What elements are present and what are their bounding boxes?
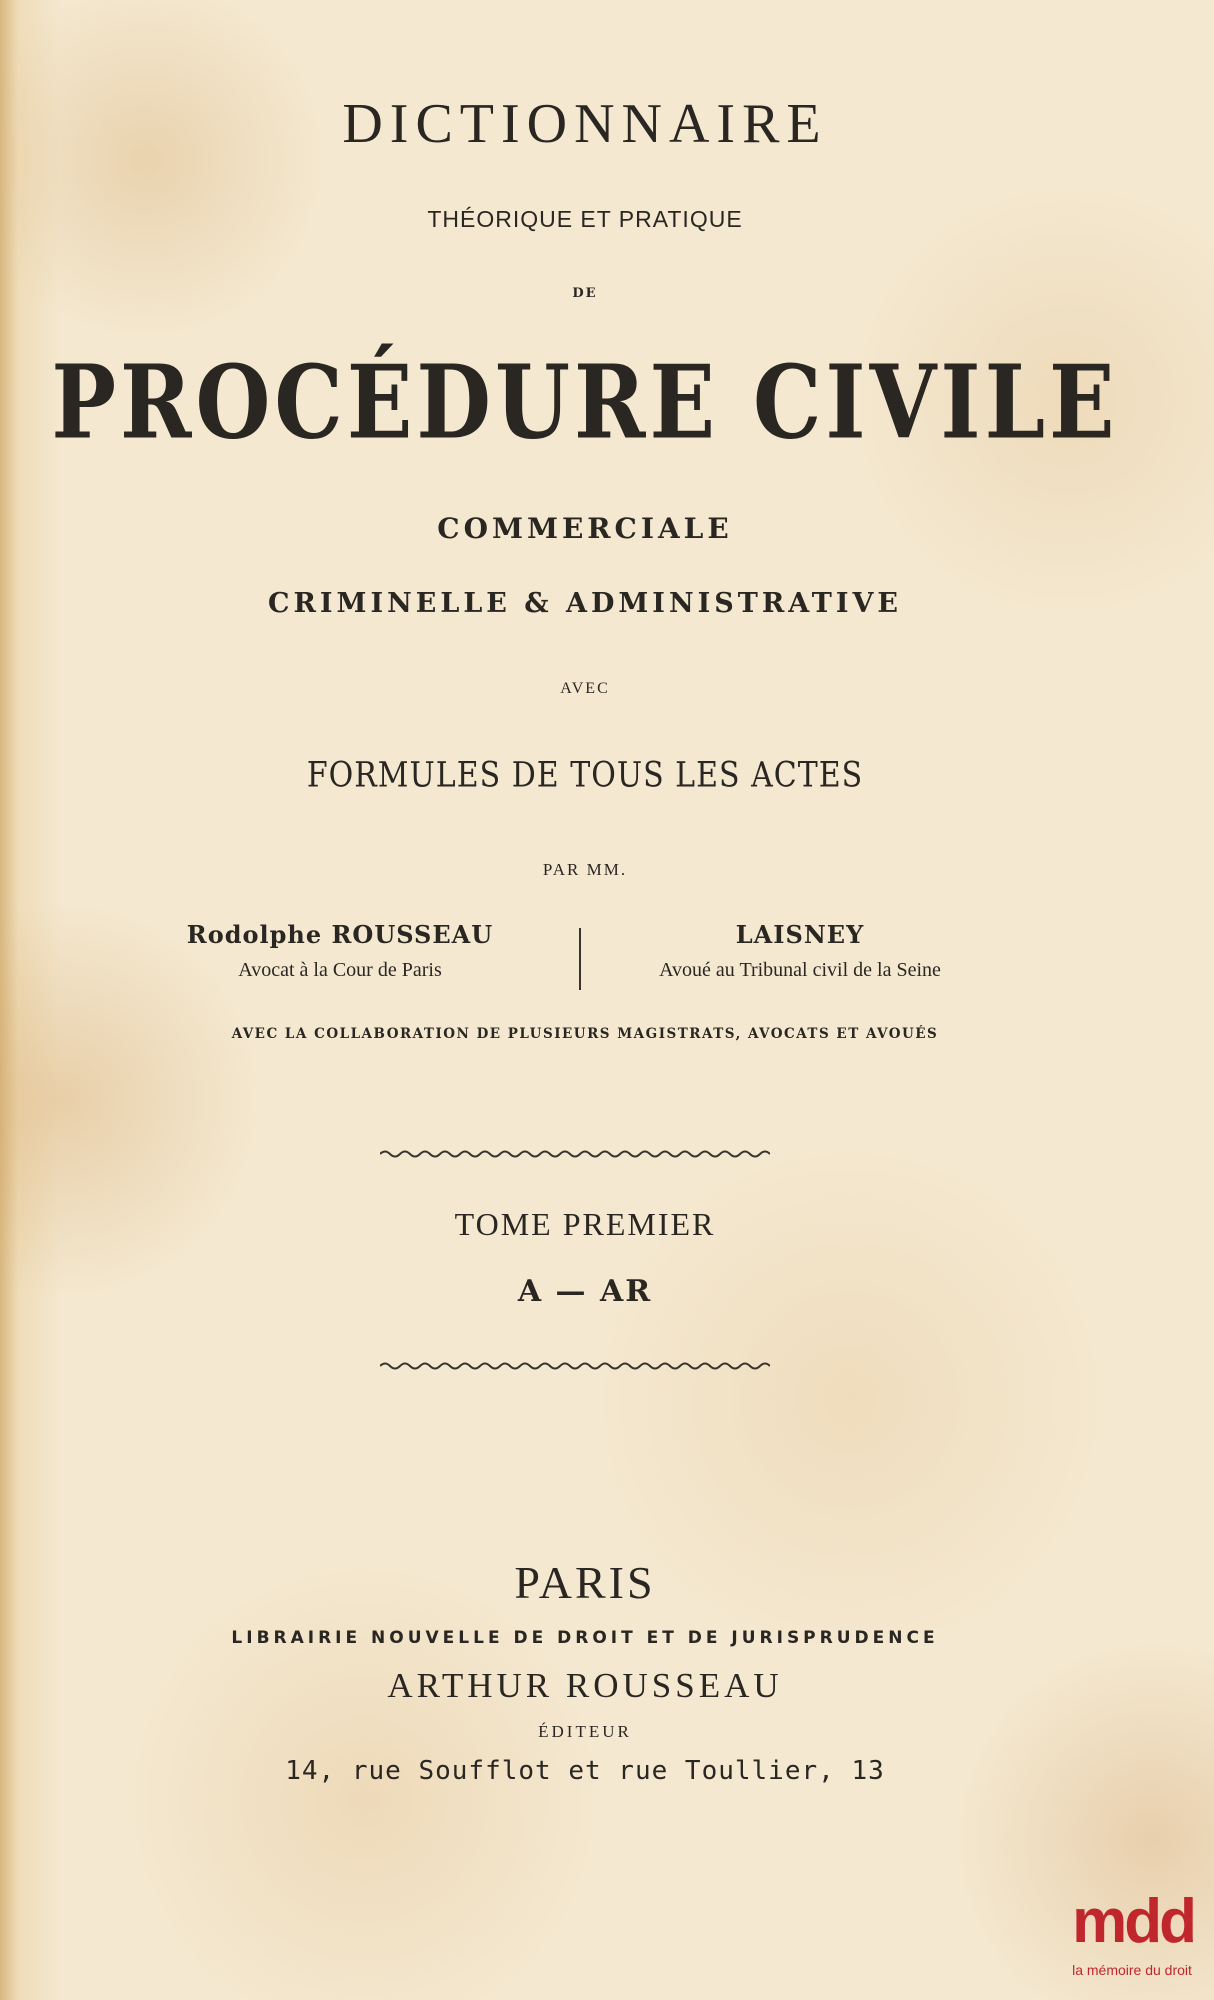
author-role: Avoué au Tribunal civil de la Seine — [659, 959, 941, 981]
subtitle-formules: FORMULES DE TOUS LES ACTES — [306, 755, 864, 796]
logo-tagline: la mémoire du droit — [1072, 1962, 1192, 1978]
heading-dictionnaire: DICTIONNAIRE — [342, 93, 828, 155]
author-role: Avocat à la Cour de Paris — [238, 959, 442, 981]
subtitle-criminelle: CRIMINELLE & ADMINISTRATIVE — [268, 588, 902, 619]
wavy-rule-top — [380, 1148, 770, 1160]
author-laisney — [600, 920, 1000, 982]
by-line: PAR MM. — [542, 860, 628, 879]
svg-text:mdd: mdd — [1072, 1890, 1194, 1954]
mdd-logo — [1050, 1890, 1210, 2000]
author-name: Rodolphe ROUSSEAU — [186, 920, 494, 949]
author-rousseau — [140, 920, 540, 982]
volume-label: TOME PREMIER — [454, 1206, 716, 1242]
subtitle-commerciale: COMMERCIALE — [437, 512, 733, 545]
heading-theorique: THÉORIQUE ET PRATIQUE — [427, 206, 743, 232]
main-title: PROCÉDURE CIVILE — [51, 342, 1119, 463]
publisher-role: ÉDITEUR — [538, 1722, 632, 1741]
wavy-rule-bottom — [380, 1360, 770, 1372]
author-divider — [579, 928, 581, 990]
publisher-house: LIBRAIRIE NOUVELLE DE DROIT ET DE JURISPRUDENCE — [231, 1628, 939, 1648]
volume-range: A — AR — [517, 1274, 653, 1309]
collaboration-line: AVEC LA COLLABORATION DE PLUSIEURS MAGISTRATS, AVOCATS ET AVOUÉS — [231, 1026, 939, 1042]
imprint-city: PARIS — [514, 1557, 656, 1608]
connector-avec: AVEC — [560, 680, 610, 697]
author-name: LAISNEY — [735, 920, 865, 949]
publisher-name: ARTHUR ROUSSEAU — [387, 1666, 783, 1705]
publisher-address: 14, rue Soufflot et rue Toullier, 13 — [285, 1756, 885, 1786]
heading-de: DE — [572, 286, 598, 301]
mdd-logo-icon — [1058, 1890, 1208, 1954]
